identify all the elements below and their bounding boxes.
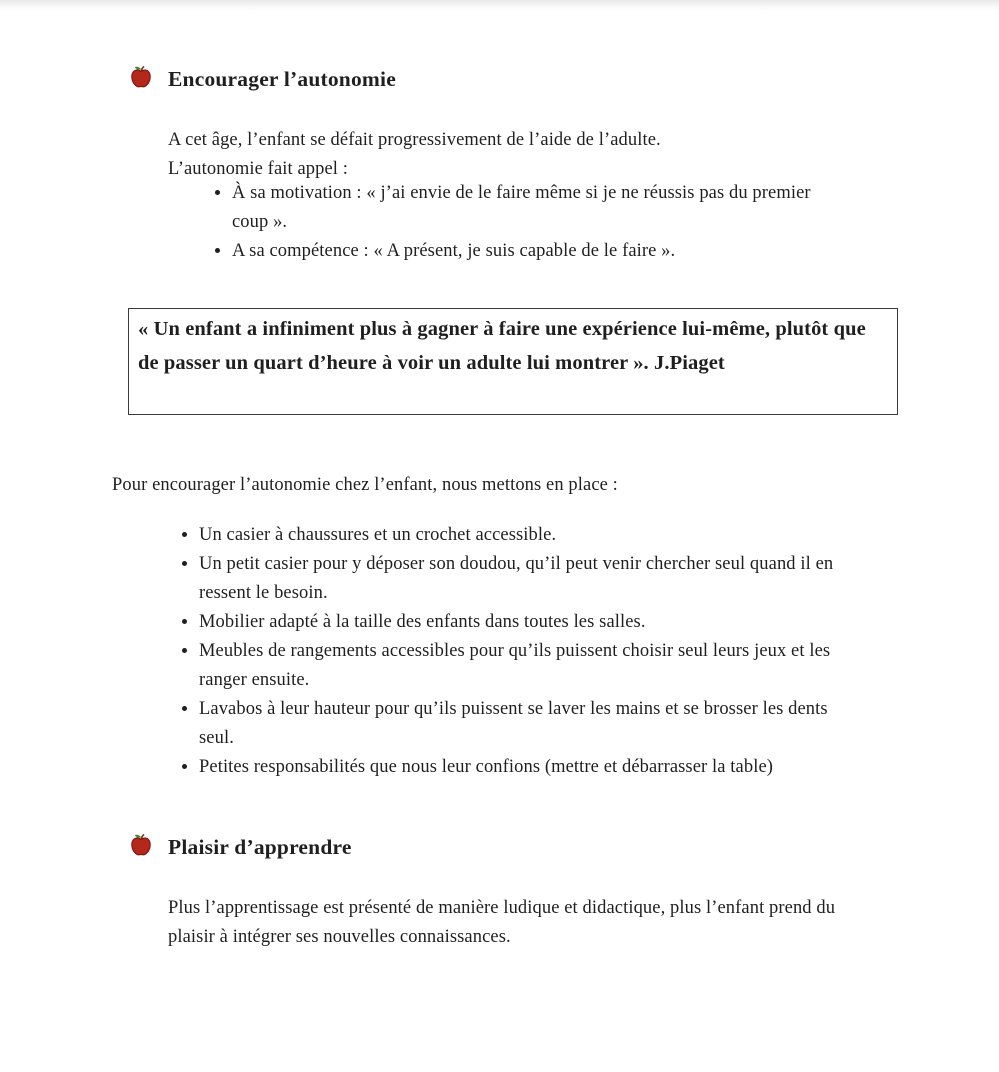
list-item: • À sa motivation : « j’ai envie de le faire même si je ne réussis pas du premier coup ». xyxy=(232,179,813,237)
apprendre-paragraph: Plus l’apprentissage est présenté de manière ludique et didactique, plus l’enfant prend du plaisir à intégrer ses nouvelles connaissances. xyxy=(168,898,836,947)
autonomie-intro xyxy=(168,126,661,184)
section-title: Plaisir d’apprendre xyxy=(168,835,352,859)
mise-en-place-intro: Pour encourager l’autonomie chez l’enfant, nous mettons en place : xyxy=(112,475,618,495)
list-item: • Mobilier adapté à la taille des enfants dans toutes les salles. xyxy=(199,608,866,637)
list-item: • Un petit casier pour y déposer son doudou, qu’il peut venir chercher seul quand il en ressent le besoin. xyxy=(199,550,866,608)
intro-line-1: A cet âge, l’enfant se défait progressivement de l’aide de l’adulte. xyxy=(168,130,661,150)
section-heading-autonomie xyxy=(129,64,396,95)
list-item: • A sa compétence : « A présent, je suis capable de le faire ». xyxy=(232,237,813,266)
section-heading-apprendre xyxy=(129,832,352,863)
page-top-shadow xyxy=(0,0,999,11)
intro-line-2: L’autonomie fait appel : xyxy=(168,159,348,179)
piaget-quote-box xyxy=(128,308,898,415)
autonomie-bullet-list xyxy=(205,179,813,266)
apple-icon xyxy=(129,64,153,95)
mise-en-place-list xyxy=(172,521,866,782)
list-item: • Lavabos à leur hauteur pour qu’ils puissent se laver les mains et se brosser les dents seul. xyxy=(199,695,866,753)
list-item: • Un casier à chaussures et un crochet accessible. xyxy=(199,521,866,550)
list-item: • Petites responsabilités que nous leur confions (mettre et débarrasser la table) xyxy=(199,753,866,782)
list-item: • Meubles de rangements accessibles pour qu’ils puissent choisir seul leurs jeux et les ranger ensuite. xyxy=(199,637,866,695)
apple-icon xyxy=(129,832,153,863)
section-title: Encourager l’autonomie xyxy=(168,67,396,91)
quote-text: « Un enfant a infiniment plus à gagner à faire une expérience lui-même, plutôt que de passer un quart d’heure à voir un adulte lui montrer ». J.Piaget xyxy=(138,318,866,374)
